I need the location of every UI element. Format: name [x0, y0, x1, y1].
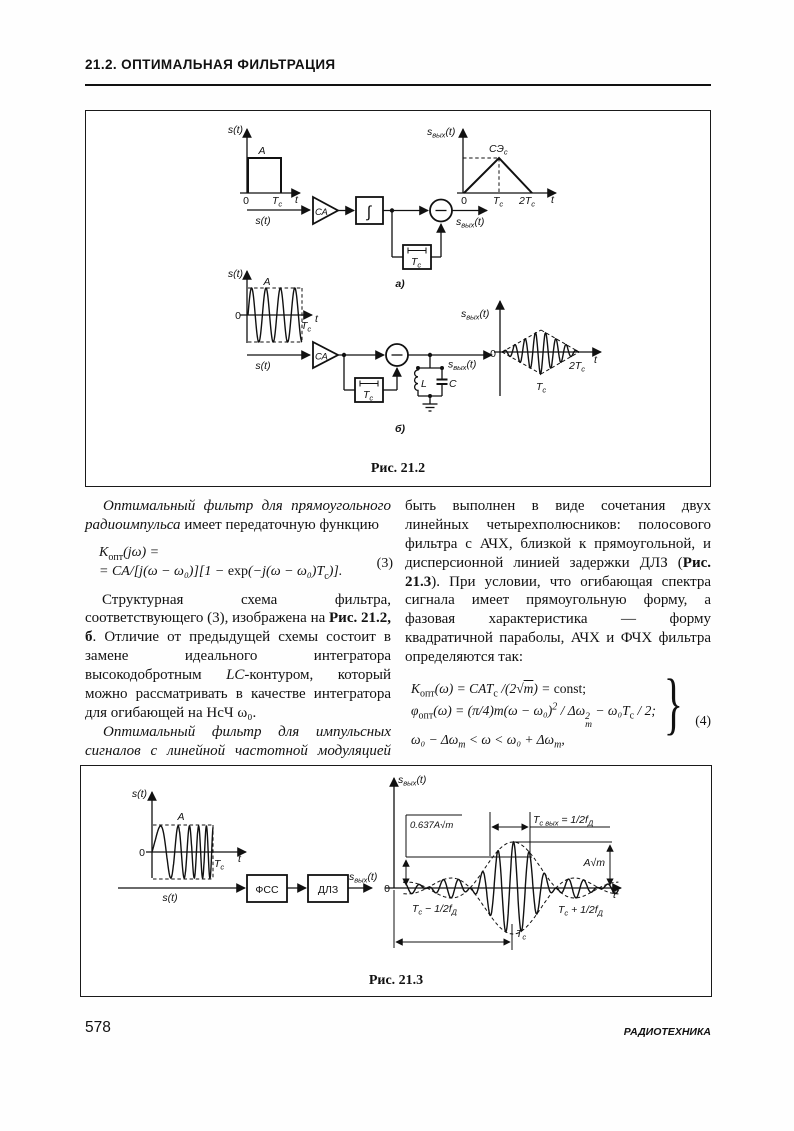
system-brace: } [664, 665, 684, 742]
part-b-label: б) [395, 423, 405, 435]
origin-label: 0 [461, 195, 467, 207]
capacitor-label: C [449, 378, 457, 390]
equation-number: (4) [695, 713, 711, 729]
signal-duration-label: $T_с$ [516, 928, 527, 942]
delay-label: $T_с$ [363, 389, 374, 403]
running-footer: РАДИОТЕХНИКА [623, 1026, 711, 1038]
tick-label: $T_с$ [272, 195, 283, 209]
dispersive-delay-label: ДЛЗ [317, 884, 339, 896]
input-label: s(t) [255, 360, 271, 372]
inductor-label: L [421, 378, 427, 390]
origin-label: 0 [139, 847, 145, 859]
paragraph: Структурная схема фильтра, соответствующего (3), изображена на Рис. 21.2, б. Отличие от предыдущей схемы состоит в замене идеального интегратора высокодобротным LC-контуром, который можно рассматривать в качестве интегратора для огибающей на НсЧ ω₀. [85, 591, 391, 721]
radio-pulse-wave [502, 333, 579, 374]
heading-rule [85, 84, 711, 86]
axis-label: $s_{вых}(t)$ [461, 308, 490, 322]
left-column [85, 497, 391, 779]
output-duration-label: $T_{с вых} = 1/2f_Д$ [533, 814, 594, 828]
plot-a-output-signal [427, 126, 556, 209]
plot-a-input-signal [228, 124, 300, 209]
plot-b-output-signal [461, 301, 601, 396]
diagram-chain [118, 871, 377, 904]
formula-line: $K_{опт}(\omega) = CAT_с$ /(2√m) = const; [411, 681, 586, 700]
tick-label: $2T_с$ [519, 195, 536, 209]
axis-label: $s_{вых}(t)$ [427, 126, 456, 140]
formula-3 [99, 544, 391, 582]
equation-number: (3) [376, 555, 393, 571]
amplitude-label: A [177, 811, 185, 823]
peak-value-label: $СЭ_с$ [489, 143, 508, 157]
formula-line: = $CA/[j(\omega - \omega_0)][1 - \exp(-j(\omega - \omega_0)T_с)]$. [99, 563, 343, 582]
output-label: $s_{вых}(t)$ [448, 358, 477, 372]
axis-label: t [613, 889, 616, 901]
delay-label: $T_с$ [411, 256, 422, 270]
formula-line: $\varphi_{опт}(\omega) = (\pi/4)m(\omega - \omega_0)^2 / \Delta\omega$ 2 m − $\omega_0T_с / 2$; [411, 701, 656, 731]
level-637-label: 0.637A√m [410, 820, 454, 831]
amplitude-label: A [263, 276, 271, 288]
output-label: $s_{вых}(t)$ [456, 216, 485, 230]
axis-label: t [594, 354, 597, 366]
part-a-label: а) [395, 278, 405, 290]
envelope-dashed [502, 330, 541, 352]
tick-label: $T_с$ [214, 858, 225, 872]
input-label: s(t) [255, 215, 271, 227]
plot-b-input-signal [228, 268, 319, 343]
paragraph: Оптимальный фильтр для прямоугольного радиоимпульса имеет передаточную функцию [85, 498, 391, 533]
section-heading: 21.2. ОПТИМАЛЬНАЯ ФИЛЬТРАЦИЯ [85, 57, 336, 72]
plot-compressed-output [384, 774, 621, 950]
axis-label: s(t) [227, 268, 243, 280]
axis-label: s(t) [131, 788, 147, 800]
page-number: 578 [85, 1019, 111, 1036]
figure-caption: Рис. 21.3 [368, 973, 424, 988]
input-label: s(t) [162, 892, 178, 904]
peak-amplitude-label: A√m [583, 857, 605, 869]
paragraph: быть выполнен в виде сочетания двух линейных четырехполюсников: полосового фильтра с АЧХ, близкой к прямоугольной, и дисперсионной линией задержки ДЛЗ (Рис. 21.3). При условии, что огибающая спектра сигнала имеет прямоугольную форму, а фазовая характеристика — форму квадратичной параболы, АЧХ и ФЧХ фильтра определяются так: [405, 498, 711, 666]
right-sidelobe-label: $T_с + 1/2f_Д$ [558, 904, 603, 918]
tick-label: $T_с$ [493, 195, 504, 209]
figure-21-3 [80, 765, 712, 997]
integral-icon: ∫ [366, 204, 372, 221]
axis-label: t [238, 853, 241, 865]
amplitude-label: A [258, 145, 266, 157]
plot-chirp-input [132, 788, 246, 879]
origin-label: 0 [490, 348, 496, 360]
paragraph: Оптимальный фильтр для импульсных сигналов с линейной частотной модуляцией [85, 723, 391, 759]
diagram-b [247, 342, 492, 435]
formula-4 [411, 665, 711, 751]
output-label: $s_{вых}(t)$ [349, 871, 378, 885]
figure-21-3-drawing [81, 766, 710, 995]
tick-label: $T_с$ [536, 381, 547, 395]
figure-21-2-drawing [86, 111, 709, 485]
left-sidelobe-label: $T_с - 1/2f_Д$ [412, 903, 457, 917]
tick-label: $T_с$ [301, 320, 312, 334]
amplifier-label: СА [315, 207, 328, 218]
axis-label: $s_{вых}(t)$ [398, 774, 427, 788]
axis-label: s(t) [227, 124, 243, 136]
origin-label: 0 [384, 883, 390, 895]
tick-label: $2T_с$ [569, 360, 586, 374]
bandpass-filter-label: ФСС [255, 884, 279, 896]
figure-caption: Рис. 21.2 [370, 461, 426, 476]
origin-label: 0 [243, 195, 249, 207]
axis-label: t [315, 313, 318, 325]
triangle-pulse [464, 158, 532, 193]
rect-pulse [248, 158, 281, 193]
axis-label: t [551, 194, 554, 206]
inductor-symbol [415, 368, 418, 396]
formula-line: $\omega_0 - \Delta\omega_m < \omega < \omega_0 + \Delta\omega_m$, [411, 732, 565, 751]
origin-label: 0 [235, 310, 241, 322]
right-column [405, 497, 711, 751]
compressed-pulse-wave [403, 842, 618, 932]
figure-21-2 [85, 110, 711, 487]
amplifier-label: СА [315, 351, 328, 363]
formula-line: $K_{опт}(j\omega)$ = [99, 544, 160, 563]
axis-label: t [295, 194, 298, 206]
diagram-a [247, 197, 487, 290]
